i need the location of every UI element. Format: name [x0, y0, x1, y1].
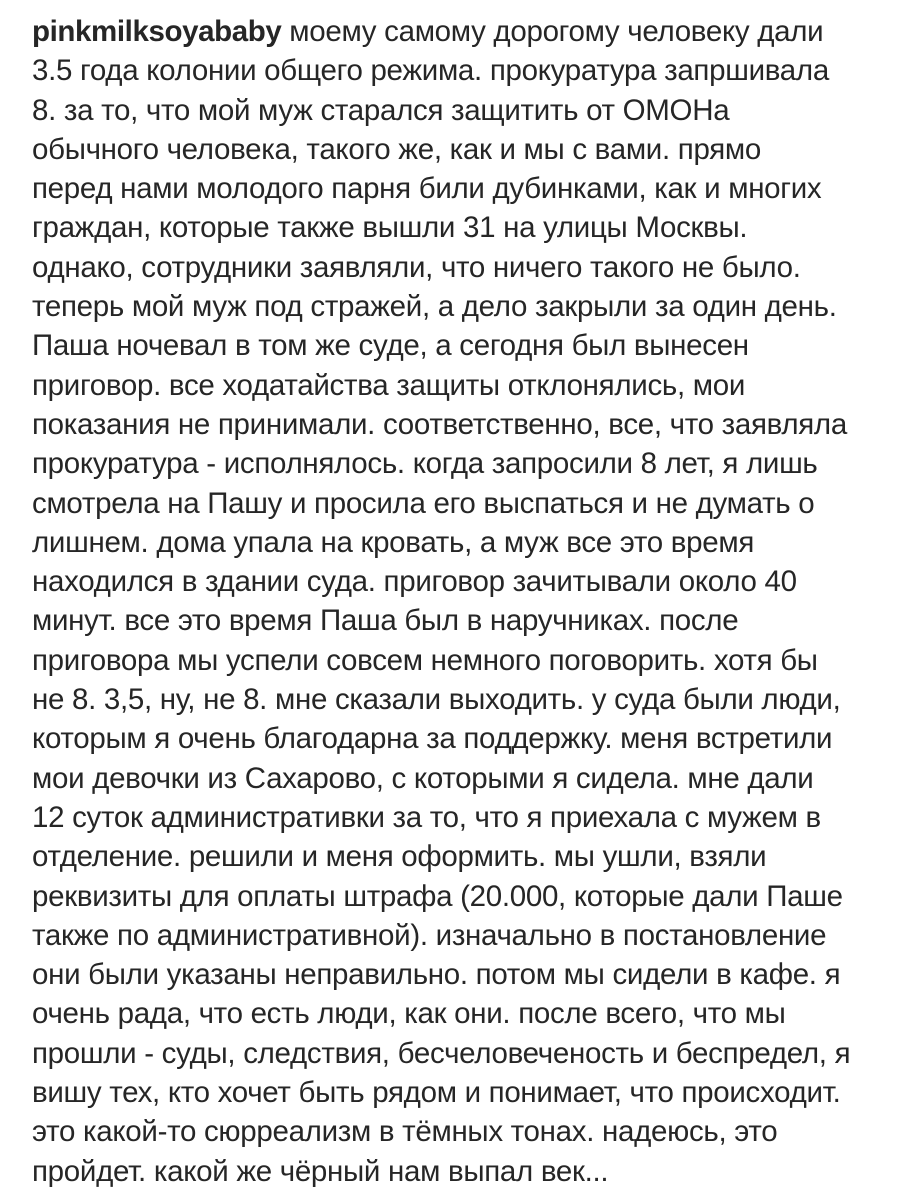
caption-line: приговор. все ходатайства защиты отклонялись, мои	[32, 368, 746, 402]
caption-line: теперь мой муж под стражей, а дело закрыли за один день.	[32, 290, 837, 324]
caption-line: 3.5 года колонии общего режима. прокуратура запршивала	[32, 54, 829, 88]
caption-line: обычного человека, такого же, как и мы с вами. прямо	[32, 132, 761, 166]
caption-line: отделение. решили и меня оформить. мы ушли, взяли	[32, 840, 767, 874]
caption-line-1	[32, 12, 892, 51]
caption-line: очень рада, что есть люди, как они. после всего, что мы	[32, 997, 786, 1031]
caption-line: они были указаны неправильно. потом мы сидели в кафе. я	[32, 958, 841, 992]
caption-text: моему самому дорогому человеку дали	[289, 15, 824, 48]
caption-line: граждан, которые также вышли 31 на улицы Москвы.	[32, 211, 748, 245]
caption-line: однако, сотрудники заявляли, что ничего такого не было.	[32, 250, 801, 284]
caption-line: минут. все это время Паша был в наручниках. после	[32, 604, 739, 638]
post-caption	[32, 12, 892, 1191]
caption-line: реквизиты для оплаты штрафа (20.000, которые дали Паше	[32, 879, 843, 913]
caption-line: находился в здании суда. приговор зачитывали около 40	[32, 565, 797, 599]
caption-line: Паша ночевал в том же суде, а сегодня был вынесен	[32, 329, 749, 363]
caption-line: также по административной). изначально в постановление	[32, 918, 827, 952]
caption-line: 8. за то, что мой муж старался защитить от ОМОНа	[32, 93, 730, 127]
caption-line: мои девочки из Сахарово, с которыми я сидела. мне дали	[32, 761, 814, 795]
caption-line: лишнем. дома упала на кровать, а муж все это время	[32, 525, 755, 559]
username-link[interactable]: pinkmilksoyababy	[32, 15, 282, 48]
caption-line: смотрела на Пашу и просила его выспаться и не думать о	[32, 486, 815, 520]
caption-line: пройдет. какой же чёрный нам выпал век...	[32, 1154, 609, 1188]
caption-line: вишу тех, кто хочет быть рядом и понимает, что происходит.	[32, 1076, 841, 1110]
caption-line: перед нами молодого парня били дубинками, как и многих	[32, 172, 822, 206]
caption-line: это какой-то сюрреализм в тёмных тонах. надеюсь, это	[32, 1115, 778, 1149]
caption-line: приговора мы успели совсем немного поговорить. хотя бы	[32, 643, 818, 677]
caption-line: прошли - суды, следствия, бесчеловеченость и беспредел, я	[32, 1036, 851, 1070]
caption-line: показания не принимали. соответственно, все, что заявляла	[32, 407, 847, 441]
caption-line: не 8. 3,5, ну, не 8. мне сказали выходить. у суда были люди,	[32, 683, 841, 717]
caption-line: 12 суток административки за то, что я приехала с мужем в	[32, 800, 821, 834]
caption-line: которым я очень благодарна за поддержку. меня встретили	[32, 722, 833, 756]
caption-line: прокуратура - исполнялось. когда запросили 8 лет, я лишь	[32, 447, 818, 481]
